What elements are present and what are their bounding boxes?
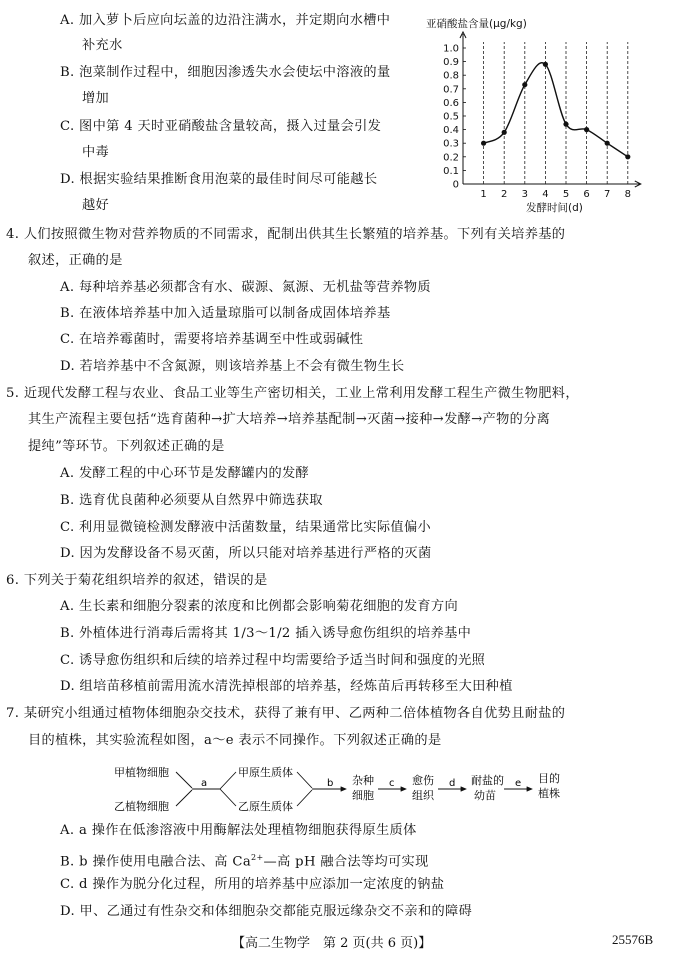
- q7-option-b-post: —高 pH 融合法等均可实现: [263, 854, 429, 870]
- q4-stem-line2: 叙述，正确的是: [28, 253, 123, 268]
- chart-data-point: [584, 127, 589, 132]
- flow-target-1: 目的: [538, 772, 560, 785]
- flow-op-b: b: [327, 778, 334, 789]
- q7-option-c: C. d 操作为脱分化过程，所用的培养基中应添加一定浓度的钠盐: [60, 877, 445, 892]
- q7-option-b-pre: B. b 操作使用电融合法、高 Ca: [60, 854, 252, 870]
- q6-option-a: A. 生长素和细胞分裂素的浓度和比例都会影响菊花细胞的发育方向: [60, 599, 459, 614]
- flow-proto-b: 乙原生质体: [238, 800, 293, 813]
- q3-option-b: B. 泡菜制作过程中，细胞因渗透失水会使坛中溶液的量: [60, 65, 391, 80]
- chart-y-tick-label: 0.6: [443, 97, 459, 109]
- chart-y-tick-label: 0.4: [443, 125, 459, 137]
- chart-x-tick-label: 4: [542, 189, 549, 200]
- chart-y-tick-label: 0.9: [443, 57, 459, 69]
- q6-option-b: B. 外植体进行消毒后需将其 1/3～1/2 插入诱导愈伤组织的培养基中: [60, 626, 472, 641]
- footer-code: 25576B: [612, 932, 654, 947]
- q4-option-a: A. 每种培养基必须都含有水、碳源、氮源、无机盐等营养物质: [60, 280, 431, 295]
- q7-option-a: A. a 操作在低渗溶液中用酶解法处理植物细胞获得原生质体: [60, 823, 417, 838]
- chart-x-tick-label: 1: [480, 189, 487, 200]
- chart-y-tick-label: 0.3: [443, 138, 459, 150]
- q5-stem-line1: 5. 近现代发酵工程与农业、食品工业等生产密切相关，工业上常利用发酵工程生产微生物肥料，: [6, 386, 579, 401]
- flow-split: [220, 772, 236, 806]
- footer-title: 【高二生物学 第 2 页(共 6 页)】: [232, 936, 432, 951]
- flow-cell-b: 乙植物细胞: [114, 800, 169, 813]
- chart-x-tick-label: 7: [604, 189, 611, 200]
- q3-option-c-cont: 中毒: [82, 145, 110, 160]
- q4-stem-line1: 4. 人们按照微生物对营养物质的不同需求，配制出供其生长繁殖的培养基。下列有关培养基的: [6, 227, 566, 242]
- chart-x-tick-label: 6: [583, 189, 590, 200]
- flow-merge-right: [297, 772, 312, 806]
- q3-option-c: C. 图中第 4 天时亚硝酸盐含量较高，摄入过量会引发: [60, 119, 382, 134]
- chart-data-point: [502, 130, 507, 135]
- flow-merge-left: [176, 772, 192, 806]
- q7-stem-line1: 7. 某研究小组通过植物体细胞杂交技术，获得了兼有甲、乙两种二倍体植物各自优势且耐盐的: [6, 706, 566, 721]
- flow-op-d: d: [449, 778, 456, 789]
- q4-option-b: B. 在液体培养基中加入适量琼脂可以制备成固体培养基: [60, 306, 391, 321]
- flow-seedling-2: 幼苗: [474, 789, 496, 802]
- chart-y-tick-label: 0.2: [443, 152, 459, 164]
- q7-option-b: [60, 849, 429, 871]
- flow-op-c: c: [389, 778, 395, 789]
- flow-target-2: 植株: [538, 787, 560, 800]
- chart-data-point: [481, 141, 486, 146]
- chart-x-tick-label: 3: [521, 189, 528, 200]
- chart-y-tick-label: 0.7: [443, 84, 459, 96]
- q5-option-b: B. 选育优良菌种必须要从自然界中筛选获取: [60, 493, 323, 508]
- chart-xlabel: 发酵时间(d): [526, 202, 583, 214]
- chart-data-point: [563, 122, 568, 127]
- q3-option-d: D. 根据实验结果推断食用泡菜的最佳时间尽可能越长: [60, 172, 378, 187]
- flow-hybrid-1: 杂种: [352, 774, 374, 787]
- flow-proto-a: 甲原生质体: [238, 766, 293, 779]
- fusion-flow-diagram: [100, 762, 570, 822]
- flow-callus-2: 组织: [412, 789, 434, 802]
- q5-option-d: D. 因为发酵设备不易灭菌，所以只能对培养基进行严格的灭菌: [60, 546, 432, 561]
- chart-y-tick-label: 0.1: [443, 165, 459, 177]
- chart-y-tick-label: 1.0: [443, 43, 459, 55]
- q6-option-d: D. 组培苗移植前需用流水清洗掉根部的培养基，经炼苗后再转移至大田种植: [60, 679, 513, 694]
- flow-hybrid-2: 细胞: [352, 789, 374, 802]
- q3-option-a: A. 加入萝卜后应向坛盖的边沿注满水，并定期向水槽中: [60, 13, 391, 28]
- flow-op-a: a: [201, 778, 208, 789]
- q5-option-a: A. 发酵工程的中心环节是发酵罐内的发酵: [60, 466, 310, 481]
- q5-option-c: C. 利用显微镜检测发酵液中活菌数量，结果通常比实际值偏小: [60, 520, 432, 535]
- q5-stem-line3: 提纯”等环节。下列叙述正确的是: [28, 439, 225, 454]
- q4-option-c: C. 在培养霉菌时，需要将培养基调至中性或弱碱性: [60, 332, 364, 347]
- q3-option-d-cont: 越好: [82, 198, 110, 213]
- q6-option-c: C. 诱导愈伤组织和后续的培养过程中均需要给予适当时间和强度的光照: [60, 653, 486, 668]
- nitrite-chart: [418, 10, 668, 220]
- q3-option-a-cont: 补充水: [82, 38, 123, 53]
- q7-option-d: D. 甲、乙通过有性杂交和体细胞杂交都能克服远缘杂交不亲和的障碍: [60, 904, 473, 919]
- flow-callus-1: 愈伤: [412, 774, 434, 787]
- q7-stem-line2: 目的植株，其实验流程如图，a～e 表示不同操作。下列叙述正确的是: [28, 733, 442, 748]
- chart-ylabel: 亚硝酸盐含量(μg/kg): [426, 18, 527, 30]
- chart-x-tick-label: 2: [501, 189, 508, 200]
- chart-y-tick-label: 0.5: [443, 111, 459, 123]
- chart-y-tick-label: 0.8: [443, 70, 459, 82]
- chart-data-point: [605, 141, 610, 146]
- q6-stem: 6. 下列关于菊花组织培养的叙述，错误的是: [6, 573, 268, 588]
- q5-stem-line2: 其生产流程主要包括“选育菌种→扩大培养→培养基配制→灭菌→接种→发酵→产物的分离: [28, 412, 551, 427]
- chart-y-tick-label: 0: [452, 179, 459, 191]
- flow-seedling-1: 耐盐的: [471, 774, 504, 787]
- q7-option-b-sup: 2+: [251, 853, 264, 862]
- q3-option-b-cont: 增加: [82, 91, 110, 106]
- q4-option-d: D. 若培养基中不含氮源，则该培养基上不会有微生物生长: [60, 359, 405, 374]
- chart-x-tick-label: 5: [562, 189, 570, 200]
- flow-cell-a: 甲植物细胞: [114, 766, 169, 779]
- chart-x-tick-label: 8: [624, 189, 631, 200]
- flow-op-e: e: [515, 778, 522, 789]
- chart-data-point: [625, 154, 630, 159]
- chart-data-point: [543, 62, 548, 67]
- chart-data-point: [522, 82, 527, 87]
